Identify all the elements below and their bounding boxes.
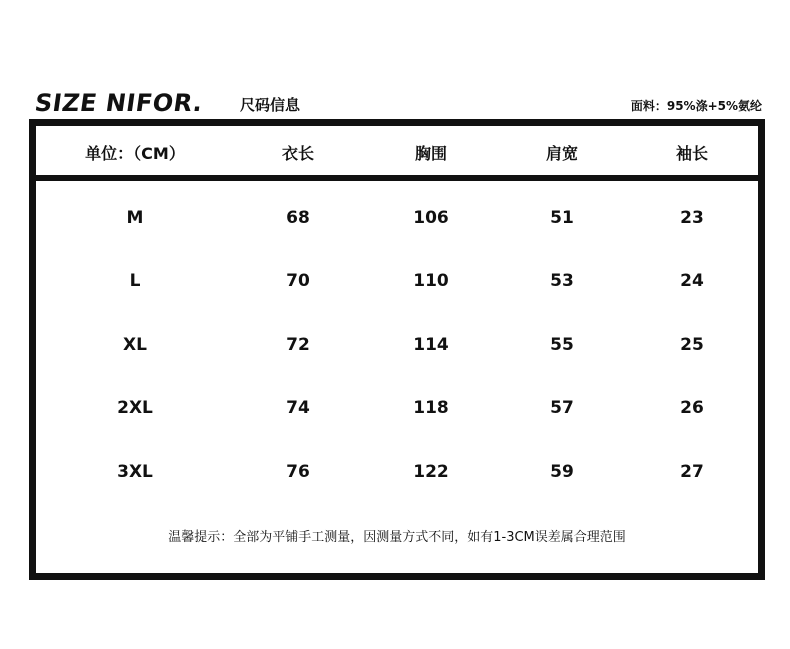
size-info-title: 尺码信息	[240, 96, 301, 114]
measurement-note: 温馨提示：全部为平铺手工测量，因测量方式不同，如有1-3CM误差属合理范围	[168, 530, 626, 545]
shoulder-cell: 59	[550, 462, 574, 482]
shoulder-cell: 55	[550, 335, 574, 355]
length-cell: 74	[286, 398, 310, 418]
fabric-info: 面料：95%涤+5%氨纶	[630, 99, 762, 113]
header-sleeve: 袖长	[675, 144, 708, 163]
sleeve-cell: 26	[680, 398, 704, 418]
sleeve-cell: 27	[680, 462, 704, 482]
chest-cell: 118	[413, 398, 449, 418]
header-unit: 单位：（CM）	[85, 144, 185, 163]
table-row	[36, 335, 758, 365]
length-cell: 76	[286, 462, 310, 482]
chest-cell: 122	[413, 462, 449, 482]
length-cell: 68	[286, 208, 310, 228]
size-cell: XL	[123, 335, 147, 355]
shoulder-cell: 51	[550, 208, 574, 228]
size-table	[29, 119, 765, 580]
table-row	[36, 398, 758, 428]
header-chest: 胸围	[414, 144, 447, 163]
table-header-row	[36, 126, 758, 181]
sleeve-cell: 25	[680, 335, 704, 355]
size-cell: L	[129, 271, 141, 291]
length-cell: 72	[286, 335, 310, 355]
header-shoulder: 肩宽	[545, 144, 578, 163]
table-row	[36, 462, 758, 492]
brand-title: SIZE NIFOR.	[33, 89, 205, 117]
table-row	[36, 271, 758, 301]
table-row	[36, 208, 758, 238]
header-length: 衣长	[281, 144, 314, 163]
shoulder-cell: 57	[550, 398, 574, 418]
chest-cell: 114	[413, 335, 449, 355]
length-cell: 70	[286, 271, 310, 291]
size-cell: M	[126, 208, 144, 228]
size-cell: 2XL	[117, 398, 153, 418]
size-cell: 3XL	[117, 462, 153, 482]
sleeve-cell: 24	[680, 271, 704, 291]
shoulder-cell: 53	[550, 271, 574, 291]
chest-cell: 110	[413, 271, 449, 291]
chest-cell: 106	[413, 208, 449, 228]
sleeve-cell: 23	[680, 208, 704, 228]
